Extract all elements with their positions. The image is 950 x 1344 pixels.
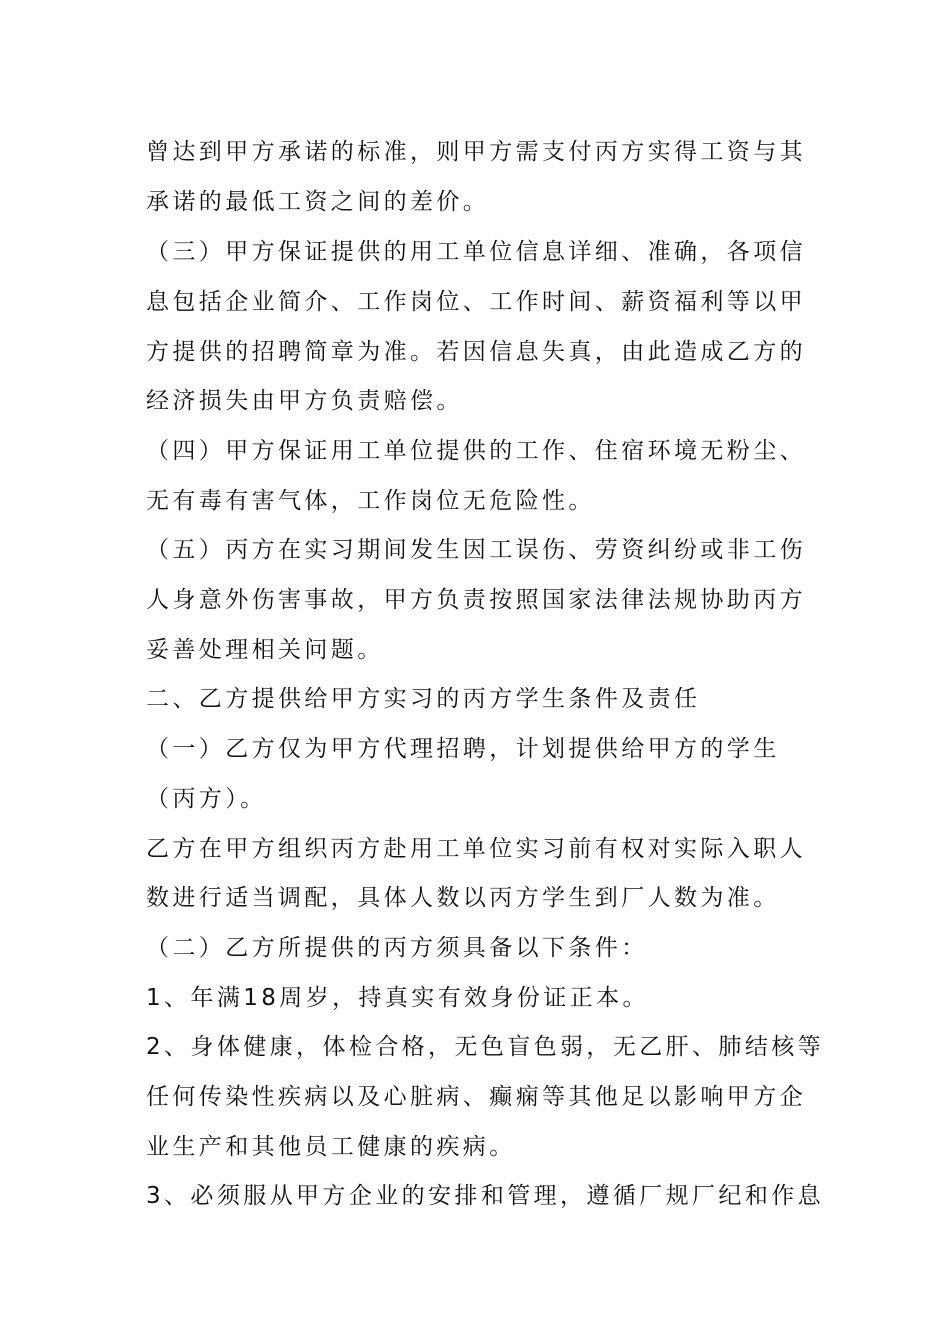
section-heading: 二、乙方提供给甲方实习的丙方学生条件及责任: [146, 686, 701, 712]
text-line: 业生产和其他员工健康的疾病。: [146, 1134, 516, 1160]
text-line: （三）甲方保证提供的用工单位信息详细、准确，各项信: [146, 239, 806, 265]
text-line: （五）丙方在实习期间发生因工误伤、劳资纠纷或非工伤: [146, 537, 806, 563]
text-line: 3、必须服从甲方企业的安排和管理，遵循厂规厂纪和作息: [146, 1183, 825, 1209]
text-line: 方提供的招聘简章为准。若因信息失真，由此造成乙方的: [146, 339, 806, 365]
text-line: 乙方在甲方组织丙方赴用工单位实习前有权对实际入职人: [146, 836, 806, 862]
text-line: 承诺的最低工资之间的差价。: [146, 189, 490, 215]
text-line: 经济损失由甲方负责赔偿。: [146, 388, 463, 414]
text-line: 人身意外伤害事故，甲方负责按照国家法律法规协助丙方: [146, 587, 806, 613]
text-line: （丙方）。: [146, 786, 267, 812]
text-line: 1、年满18周岁，持真实有效身份证正本。: [146, 985, 649, 1011]
text-line: （一）乙方仅为甲方代理招聘，计划提供给甲方的学生: [146, 736, 780, 762]
text-line: （四）甲方保证用工单位提供的工作、住宿环境无粉尘、: [146, 438, 806, 464]
text-line: 曾达到甲方承诺的标准，则甲方需支付丙方实得工资与其: [146, 139, 806, 165]
text-line: （二）乙方所提供的丙方须具备以下条件：: [146, 935, 648, 961]
text-line: 无有毒有害气体，工作岗位无危险性。: [146, 488, 595, 514]
text-line: 2、身体健康，体检合格，无色盲色弱，无乙肝、肺结核等: [146, 1034, 825, 1060]
text-line: 妥善处理相关问题。: [146, 637, 384, 663]
text-line: 息包括企业简介、工作岗位、工作时间、薪资福利等以甲: [146, 289, 806, 315]
text-line: 任何传染性疾病以及心脏病、癫痫等其他足以影响甲方企: [146, 1084, 806, 1110]
text-line: 数进行适当调配，具体人数以丙方学生到厂人数为准。: [146, 885, 780, 911]
